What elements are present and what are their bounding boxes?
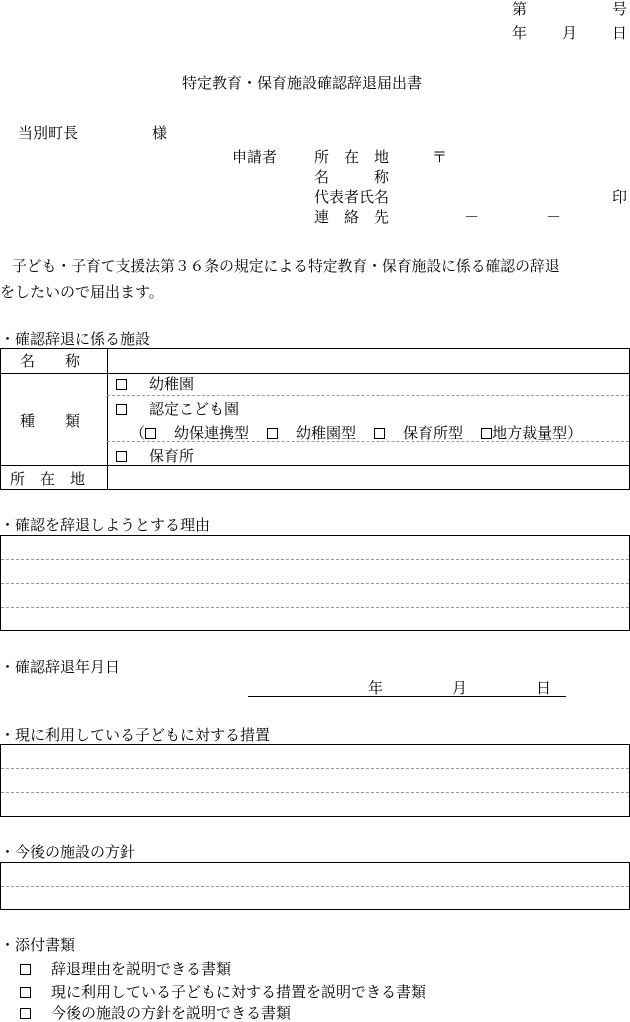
kindergarten-label: 幼稚園	[149, 375, 195, 393]
hoiku-type-checkbox[interactable]	[374, 428, 385, 439]
reason-ruled-line	[1, 559, 629, 560]
renkei-label: 幼保連携型	[174, 424, 250, 442]
paren-close: ）	[567, 424, 583, 442]
applicant-label: 申請者	[232, 148, 278, 166]
date-year-label: 年	[512, 24, 528, 42]
measures-ruled-line	[1, 792, 629, 793]
withdrawal-day-label: 日	[536, 679, 552, 697]
option-nintei	[116, 402, 239, 417]
document-title: 特定教育・保育施設確認辞退届出書	[182, 74, 423, 92]
option-kindergarten	[116, 377, 194, 392]
attachment-checkbox[interactable]	[20, 1008, 31, 1019]
addressee-honorific: 様	[152, 124, 168, 142]
paren-open: （	[130, 424, 146, 442]
measures-heading: ・現に利用している子どもに対する措置	[0, 726, 271, 744]
date-day-label: 日	[612, 24, 628, 42]
number-suffix: 号	[612, 0, 628, 18]
facility-row-line	[1, 373, 629, 374]
reason-ruled-line	[1, 583, 629, 584]
policy-heading: ・今後の施設の方針	[0, 843, 136, 861]
facility-table-divider	[107, 349, 108, 489]
withdrawal-month-label: 月	[452, 679, 468, 697]
facility-row-line	[1, 465, 629, 466]
attachment-item	[20, 962, 231, 977]
attachment-item	[20, 1006, 291, 1021]
postal-mark: 〒	[432, 148, 448, 166]
chiho-type-checkbox[interactable]	[481, 428, 492, 439]
facility-heading: ・確認辞退に係る施設	[0, 330, 151, 348]
measures-ruled-line	[1, 768, 629, 769]
attachment-item-label: 今後の施設の方針を説明できる書類	[51, 1004, 292, 1022]
facility-type-label: 種 類	[20, 412, 81, 430]
withdrawal-date-underline[interactable]	[248, 696, 566, 697]
measures-box[interactable]	[0, 744, 630, 817]
facility-type-divider	[107, 395, 629, 396]
applicant-contact-label: 連 絡 先	[314, 208, 390, 226]
nursery-label: 保育所	[149, 447, 195, 465]
nintei-label: 認定こども園	[149, 400, 240, 418]
addressee-name: 当別町長	[18, 124, 79, 142]
seal-mark: 印	[612, 188, 628, 206]
option-nursery	[116, 449, 194, 464]
hoiku-type-label: 保育所型	[403, 424, 464, 442]
facility-name-label: 名 称	[20, 352, 81, 370]
attachment-item-label: 現に利用している子どもに対する措置を説明できる書類	[51, 983, 427, 1001]
kindergarten-checkbox[interactable]	[116, 379, 127, 390]
reason-box[interactable]	[0, 535, 630, 631]
intro-line-2: をしたいので届出ます。	[0, 283, 164, 301]
nintei-checkbox[interactable]	[116, 404, 127, 415]
facility-table	[0, 348, 630, 490]
youchien-type-checkbox[interactable]	[267, 428, 278, 439]
withdrawal-date-heading: ・確認辞退年月日	[0, 658, 121, 676]
facility-location-label: 所 在 地	[10, 470, 86, 488]
reason-heading: ・確認を辞退しようとする理由	[0, 516, 211, 534]
contact-dash-1: －	[464, 208, 480, 226]
intro-line-1: 子ども・子育て支援法第３６条の規定による特定教育・保育施設に係る確認の辞退	[12, 258, 560, 275]
attachment-checkbox[interactable]	[20, 964, 31, 975]
applicant-address-label: 所 在 地	[314, 148, 390, 166]
withdrawal-year-label: 年	[368, 679, 384, 697]
number-prefix: 第	[512, 0, 528, 18]
attachment-item-label: 辞退理由を説明できる書類	[51, 960, 232, 978]
renkei-checkbox[interactable]	[145, 428, 156, 439]
applicant-rep-label: 代表者氏名	[314, 188, 390, 206]
nursery-checkbox[interactable]	[116, 451, 127, 462]
youchien-type-label: 幼稚園型	[296, 424, 357, 442]
attachments-heading: ・添付書類	[0, 936, 76, 954]
policy-ruled-line	[1, 886, 629, 887]
policy-box[interactable]	[0, 862, 630, 910]
date-month-label: 月	[562, 24, 578, 42]
contact-dash-2: －	[546, 208, 562, 226]
attachment-checkbox[interactable]	[20, 987, 31, 998]
reason-ruled-line	[1, 607, 629, 608]
chiho-type-label: 地方裁量型	[492, 424, 568, 442]
attachment-item	[20, 985, 426, 1000]
applicant-name-label: 名 称	[314, 168, 390, 186]
nintei-subtypes	[130, 426, 582, 441]
